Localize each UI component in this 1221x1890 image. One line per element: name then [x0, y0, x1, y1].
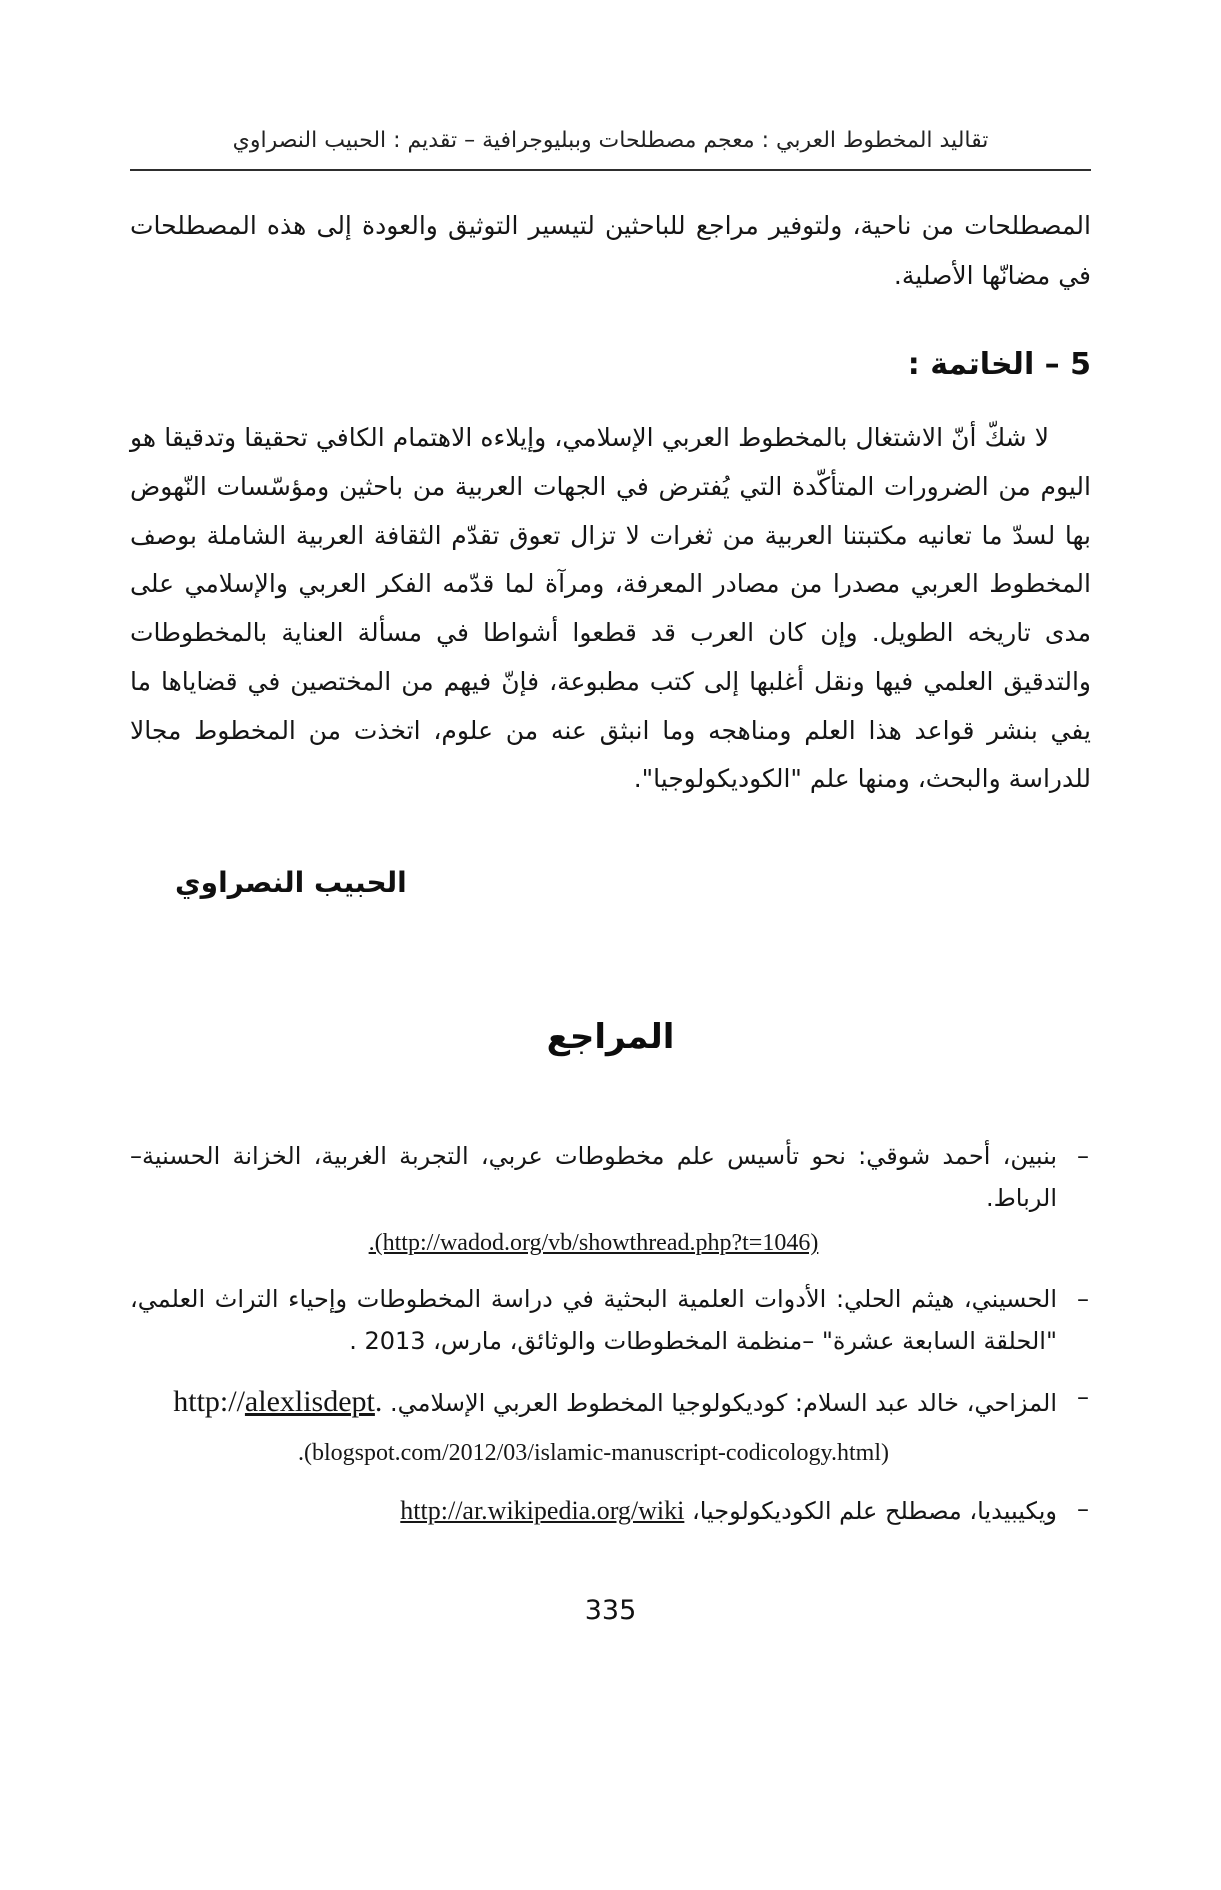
reference-text: المزاحي، خالد عبد السلام: كوديكولوجيا المخطوط العربي الإسلامي. [390, 1389, 1057, 1417]
reference-bullet: – [1077, 1142, 1089, 1170]
reference-link-line [130, 1221, 1057, 1264]
page-number: 335 [584, 1595, 637, 1626]
running-header: تقاليد المخطوط العربي : معجم مصطلحات وببليوجرافية – تقديم : الحبيب النصراوي [232, 128, 989, 153]
reference-bullet: – [1077, 1494, 1089, 1523]
url-scheme: http:// [173, 1385, 245, 1418]
url-host: alexlisdept [244, 1385, 375, 1418]
references-list [130, 1135, 1091, 1533]
reference-url-link[interactable]: http://ar.wikipedia.org/wiki [400, 1495, 685, 1525]
reference-text: بنبين، أحمد شوقي: نحو تأسيس علم مخطوطات عربي، التجربة الغربية، الخزانة الحسنية– الرباط. [130, 1142, 1057, 1212]
header-rule [130, 169, 1091, 171]
references-heading: المراجع [546, 1017, 675, 1057]
reference-item [130, 1488, 1091, 1534]
reference-item [130, 1376, 1091, 1474]
reference-url-link[interactable]: .(http://wadod.org/vb/showthread.php?t=1046) [368, 1230, 819, 1256]
reference-url-continuation: .(blogspot.com/2012/03/islamic-manuscript-codicology.html) [297, 1439, 889, 1466]
intro-paragraph: المصطلحات من ناحية، ولتوفير مراجع للباحثين لتيسير التوثيق والعودة إلى هذه المصطلحات في مضانّها الأصلية. [130, 211, 1091, 290]
author-signature: الحبيب النصراوي [175, 866, 407, 899]
reference-item [130, 1278, 1091, 1362]
reference-bullet: – [1077, 1383, 1089, 1411]
reference-url-link[interactable] [173, 1385, 382, 1418]
conclusion-paragraph: لا شكّ أنّ الاشتغال بالمخطوط العربي الإسلامي، وإيلاءه الاهتمام الكافي تحقيقا وتدقيقا هو اليوم من الضرورات المتأكّدة التي يُفترض في الجهات العربية من باحثين ومؤسّسات النّهوض بها لسدّ ما تعانيه مكتبتنا العربية من ثغرات لا تزال تعوق تقدّم الثقافة العربية الشاملة بوصف المخطوط العربي مصدرا من مصادر المعرفة، ومرآة لما قدّمه الفكر العربي والإسلامي على مدى تاريخه الطويل. وإن كان العرب قد قطعوا أشواطا في مسألة العناية بالمخطوطات والتدقيق العلمي فيها ونقل أغلبها إلى كتب مطبوعة، فإنّ فيهم من المختصين في قضاياها ما يفي بنشر قواعد هذا العلم ومناهجه وما انبثق عنه من علوم، اتخذت من المخطوط مجالا للدراسة والبحث، ومنها علم "الكوديكولوجيا". [130, 423, 1091, 794]
conclusion-section-heading: 5 – الخاتمة : [907, 347, 1091, 382]
reference-bullet: – [1077, 1285, 1089, 1313]
reference-text: الحسيني، هيثم الحلي: الأدوات العلمية البحثية في دراسة المخطوطات وإحياء التراث العلمي، "الحلقة السابعة عشرة" –منظمة المخطوطات والوثائق، مارس، 2013 . [130, 1285, 1057, 1355]
url-suffix: . [374, 1385, 383, 1418]
reference-link-line [130, 1431, 1057, 1474]
reference-text: ويكيبيديا، مصطلح علم الكوديكولوجيا، [691, 1496, 1057, 1525]
reference-item [130, 1135, 1091, 1264]
